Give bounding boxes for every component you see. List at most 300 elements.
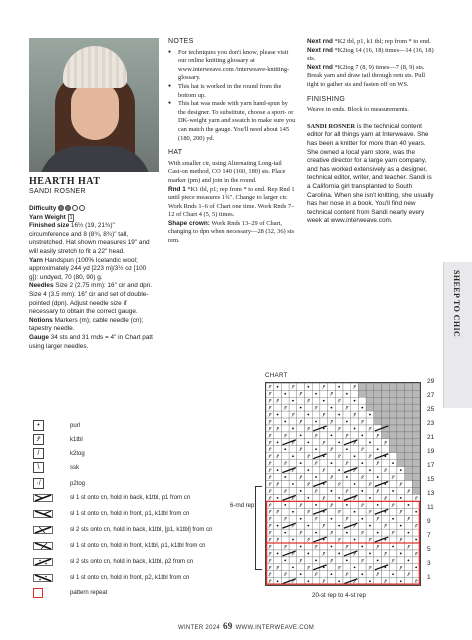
chart-symbol: ያ [406,488,411,495]
chart-cell [312,494,320,501]
chart-cell [343,453,351,460]
chart-cell [351,404,359,411]
chart-cell [274,571,282,578]
crown-instructions [307,38,437,90]
chart-cell [335,501,343,508]
chart-symbol [361,573,363,575]
chart-cell [312,397,320,404]
chart-cell [274,418,282,425]
chart-cell [382,397,390,404]
chart-cell [382,543,390,550]
chart-symbol: ያ [268,558,272,565]
chart-cell [289,571,297,578]
chart-cell [366,432,374,439]
chart-symbol: ያ [299,530,303,537]
chart-symbol: ያ [268,454,272,461]
chart-cell [274,474,282,481]
pattern-specs [29,205,155,351]
chart-cell [289,515,297,522]
chart-cell [389,522,397,529]
chart-symbol: ያ [268,405,272,412]
chart-symbol [377,476,379,478]
chart-symbol [392,490,394,492]
chart-cell [358,439,366,446]
chart-symbol: ያ [275,537,280,544]
chart-cell [343,397,351,404]
chart-symbol: ያ [399,481,403,488]
chart-symbol: ያ [268,391,272,398]
legend-item [33,448,85,459]
chart-symbol [307,469,309,471]
chart-symbol [338,580,340,582]
legend-label: sl 1 st onto cn, hold in back, k1tbl, p1 from cn [70,495,191,501]
chart-symbol: ያ [391,530,395,537]
chart-cell [382,529,390,536]
chart-cell [281,453,289,460]
chart-cell [374,383,382,390]
chart-symbol [346,532,348,534]
chart-cell [374,411,382,418]
chart-cell [405,439,413,446]
chart-row-number: 3 [427,560,431,568]
chart-cell [328,494,336,501]
chart-cell [335,474,343,481]
chart-symbol [338,497,340,499]
chart-symbol: ያ [322,523,326,530]
chart-symbol [415,539,417,541]
chart-cell [351,487,359,494]
chart-symbol: ያ [268,516,272,523]
chart-cell [412,474,420,481]
chart-symbol [400,497,402,499]
chart-cell [320,474,328,481]
chart-cell [289,446,297,453]
legend-item [33,462,79,473]
chart-cell [343,508,351,515]
chart-cell [366,474,374,481]
chart-symbol [307,525,309,527]
chart-cell [374,550,382,557]
chart-symbol: ያ [268,461,272,468]
chart-cell [281,508,289,515]
chart-cell [366,571,374,578]
chart-cell [320,460,328,467]
chart-cell [312,439,320,446]
chart-symbol: ያ [360,558,364,565]
stitch-repeat-label: 20-st rep to 4-st rep [312,592,366,599]
chart-symbol: ያ [360,475,364,482]
chart-cell [320,446,328,453]
chart-symbol [346,448,348,450]
chart-symbol: ያ [368,537,372,544]
legend-label: purl [70,422,81,429]
needles-text: Size 2 (2.75 mm): 16" cir and dpn. Size 4 (3.5 mm): 16" cir and set of double-pointed (dpn). Adjust needle size if necessary to obtain the correct gauge. [29,282,153,316]
chart-symbol: ያ [306,537,310,544]
chart-symbol: ያ [268,509,272,516]
chart-cell [312,550,320,557]
chart-symbol: ያ [314,544,318,551]
chart-symbol [300,490,302,492]
section-tab-label: SHEEP TO CHIC [452,270,461,338]
chart-cell [374,404,382,411]
chart-symbol: ያ [314,461,318,468]
chart-symbol: ያ [352,384,357,391]
chart-symbol [300,462,302,464]
chart-symbol: ያ [352,412,357,419]
chart-symbol [346,421,348,423]
crown-line-bold: Next rnd [307,38,333,45]
chart-cell [405,522,413,529]
chart-cell [343,425,351,432]
chart-symbol [415,511,417,513]
chart-symbol: ያ [399,537,403,544]
notes-heading: NOTES [168,38,194,45]
chart-cell [397,487,405,494]
knitting-chart [265,382,421,586]
chart-symbol: ያ [268,475,272,482]
chart-symbol [354,511,356,513]
chart-symbol [361,546,363,548]
chart-symbol: ያ [352,551,357,558]
chart-cell [281,564,289,571]
chart-symbol [392,462,394,464]
chart-symbol: ያ [414,579,418,586]
chart-symbol: ያ [383,579,387,586]
chart-symbol [415,566,417,568]
chart-cell [405,474,413,481]
chart-cell [405,446,413,453]
chart-symbol [361,407,363,409]
chart-cell [289,557,297,564]
chart-cell [335,460,343,467]
chart-cell [412,383,420,390]
difficulty-label: Difficulty [29,205,57,212]
chart-symbol [315,448,317,450]
chart-cell [389,404,397,411]
chart-symbol: ያ [329,502,334,509]
chart-cell [374,390,382,397]
chart-symbol: ያ [314,516,318,523]
chart-symbol [369,553,371,555]
chart-cell [289,487,297,494]
chart-symbol [284,421,286,423]
chart-symbol: ያ [306,398,310,405]
notions-label: Notions [29,316,53,324]
chart-cell [397,557,405,564]
chart-row-number: 21 [427,433,435,441]
section-tab [443,262,472,408]
chart-symbol [300,435,302,437]
chart-symbol: ያ [268,523,272,530]
chart-symbol: ያ [360,447,364,454]
chart-cell [335,446,343,453]
chart-cell [320,404,328,411]
chart-cell [343,564,351,571]
chart-symbol: ያ [322,551,326,558]
chart-cell [412,467,420,474]
chart-cell [312,522,320,529]
k2tog-icon: / [33,448,44,459]
legend-label: sl 1 st onto cn, hold in front, p1, k1tbl from cn [70,511,190,517]
chart-symbol [331,407,333,409]
chart-cell [382,411,390,418]
chart-cell [281,411,289,418]
chart-cell [328,522,336,529]
chart-cell [397,453,405,460]
chart-cell [274,543,282,550]
chart-cell [274,432,282,439]
chart-symbol: ያ [352,440,357,447]
crown-line-bold: Next rnd [307,46,333,54]
chart-cell [397,418,405,425]
chart-cell [305,529,313,536]
chart-cell [358,411,366,418]
chart-symbol: ያ [345,572,349,579]
chart-cell [320,543,328,550]
chart-symbol [377,559,379,561]
chart-symbol [338,553,340,555]
chart-cell [358,425,366,432]
legend-item [33,510,189,518]
chart-cell [358,481,366,488]
hat-line [168,186,296,220]
crown-line-bold: Next rnd [307,63,333,71]
chart-symbol [300,407,302,409]
chart-cell [274,515,282,522]
legend-label: sl 2 sts onto cn, hold in back, k1tbl, [p1, k1tbl] from cn [70,527,213,533]
chart-cell [320,390,328,397]
chart-cell [274,404,282,411]
chart-cell [397,425,405,432]
hat-heading: HAT [168,149,183,157]
chart-cell [320,432,328,439]
chart-cell [405,481,413,488]
chart-cell [397,501,405,508]
crown-line [307,72,437,89]
legend-item [33,526,212,534]
chart-symbol [331,462,333,464]
chart-symbol: ያ [383,440,387,447]
chart-symbol [307,553,309,555]
chart-symbol [400,525,402,527]
chart-symbol [354,400,356,402]
chart-cell [335,515,343,522]
chart-symbol: ያ [368,481,372,488]
chart-symbol: ያ [337,509,341,516]
hat-line-text: With smaller cir, using Alternating Long-tail Cast-on method, CO 140 (160, 180) sts. Place marker (pm) and join in the round. [168,159,286,184]
chart-cell [328,425,336,432]
chart-cell [328,508,336,515]
chart-symbol [284,476,286,478]
chart-symbol [392,573,394,575]
page-footer [178,621,314,631]
hat-instructions [168,160,296,246]
chart-symbol: ያ [360,419,364,426]
legend-item [33,588,107,598]
chart-row-number: 19 [427,447,435,455]
chart-cell [366,460,374,467]
chart-symbol: ያ [345,405,349,412]
chart-cell [397,474,405,481]
chart-symbol: ያ [345,516,349,523]
bio [307,123,437,226]
chart-cell [312,411,320,418]
chart-symbol [361,518,363,520]
chart-cell [289,543,297,550]
chart-symbol: ያ [352,468,357,475]
chart-symbol [292,483,294,485]
chart-symbol: ያ [299,419,303,426]
chart-cell [405,383,413,390]
chart-symbol [315,559,317,561]
legend-item [33,558,193,566]
difficulty-dots [58,205,85,211]
chart-cell [412,397,420,404]
chart-cell [405,536,413,543]
chart-cell [351,529,359,536]
crown-column [307,38,437,226]
chart-symbol [323,400,325,402]
chart-cell [335,418,343,425]
chart-symbol: ያ [399,509,403,516]
chart-cell [405,467,413,474]
chart-cell [389,390,397,397]
pattern-repeat-icon [33,588,43,598]
chart-symbol: ያ [291,384,295,391]
chart-cell [412,439,420,446]
chart-cell [358,536,366,543]
six-rnd-rep-bracket [255,486,262,570]
chart-symbol: ያ [414,523,418,530]
chart-cell [389,432,397,439]
finishing-heading: FINISHING [307,95,346,103]
legend-label: k1tbl [70,436,83,443]
chart-symbol: ያ [283,405,287,412]
chart-cell [366,383,374,390]
chart-cell [289,390,297,397]
chart-cell [328,397,336,404]
chart-symbol [300,573,302,575]
chart-cell [405,494,413,501]
chart-symbol: ያ [268,502,272,509]
chart-symbol [354,566,356,568]
chart-cell [358,453,366,460]
chart-cell [412,453,420,460]
chart-cell [297,481,305,488]
chart-symbol [315,504,317,506]
chart-cell [335,557,343,564]
chart-cell [351,390,359,397]
chart-cell [320,515,328,522]
chart-cell [328,453,336,460]
chart-symbol: ያ [383,468,387,475]
chart-cell [389,467,397,474]
chart-cell [412,460,420,467]
chart-cell [382,557,390,564]
chart-symbol [284,393,286,395]
finished-size-text: 16½ (19, 21¾)" circumference and 8 (8¾, 8¾)" tall, unstretched. Hat shown measures 19" and will easily stretch to fit a 22" head. [29,222,150,255]
chart-symbol: ያ [275,565,280,572]
chart-symbol: ያ [268,544,272,551]
chart-symbol [307,580,309,582]
chart-cell [382,432,390,439]
k1tbl-icon: ያ [33,434,44,445]
chart-cell [382,501,390,508]
chart-cell [351,571,359,578]
chart-row-number: 7 [427,532,431,540]
chart-symbol [277,414,279,416]
chart-symbol: ያ [283,572,287,579]
chart-cell [297,550,305,557]
chart-cell [358,397,366,404]
chart-cell [281,536,289,543]
difficulty-dot [79,205,85,211]
chart-symbol [292,455,294,457]
chart-cell [397,397,405,404]
chart-label: CHART [265,372,288,379]
chart-cell [382,487,390,494]
chart-cell [389,564,397,571]
chart-cell [358,564,366,571]
chart-symbol [346,504,348,506]
chart-cell [297,411,305,418]
chart-cell [358,494,366,501]
chart-cell [297,425,305,432]
chart-symbol [331,435,333,437]
pattern-title: HEARTH HAT [29,176,101,187]
chart-symbol: ያ [275,426,280,433]
chart-symbol: ያ [391,475,395,482]
chart-symbol: ያ [376,488,380,495]
chart-symbol: ያ [414,551,418,558]
chart-cell [305,474,313,481]
gauge-label: Gauge [29,333,49,341]
chart-cell [305,432,313,439]
chart-symbol: ያ [329,391,334,398]
chart-cell [397,439,405,446]
page-number: 69 [222,621,233,631]
chart-symbol: ያ [329,558,334,565]
chart-symbol: ያ [329,475,334,482]
chart-cell [320,557,328,564]
chart-cell [389,439,397,446]
chart-symbol [331,546,333,548]
chart-symbol [369,580,371,582]
chart-symbol: ያ [322,440,326,447]
chart-symbol [277,580,279,582]
chart-symbol: ያ [268,419,272,426]
chart-cell [274,487,282,494]
note-item: ● This hat was made with yarn hand-spun by the designer. To substitute, choose a sport- or DK-weight yarn and swatch to make sure you can match the gauge. You'll need about 145 (180, 200) yd. [168,100,296,143]
chart-symbol: ያ [352,579,357,586]
chart-symbol [315,532,317,534]
legend-item [33,434,83,445]
chart-symbol: ያ [268,530,272,537]
chart-symbol [354,539,356,541]
chart-symbol: ያ [299,447,303,454]
chart-cell [389,397,397,404]
designer-name: SANDI ROSNER [29,188,86,195]
chart-symbol: ያ [299,475,303,482]
chart-cell [358,467,366,474]
chart-cell [397,571,405,578]
chart-cell [405,460,413,467]
chart-cell [358,550,366,557]
chart-cell [382,446,390,453]
note-item: ● For techniques you don't know, please visit our online knitting glossary at www.interweave.com /interweave-knitting-glossary. [168,49,296,83]
chart-cell [297,383,305,390]
chart-symbol [346,393,348,395]
